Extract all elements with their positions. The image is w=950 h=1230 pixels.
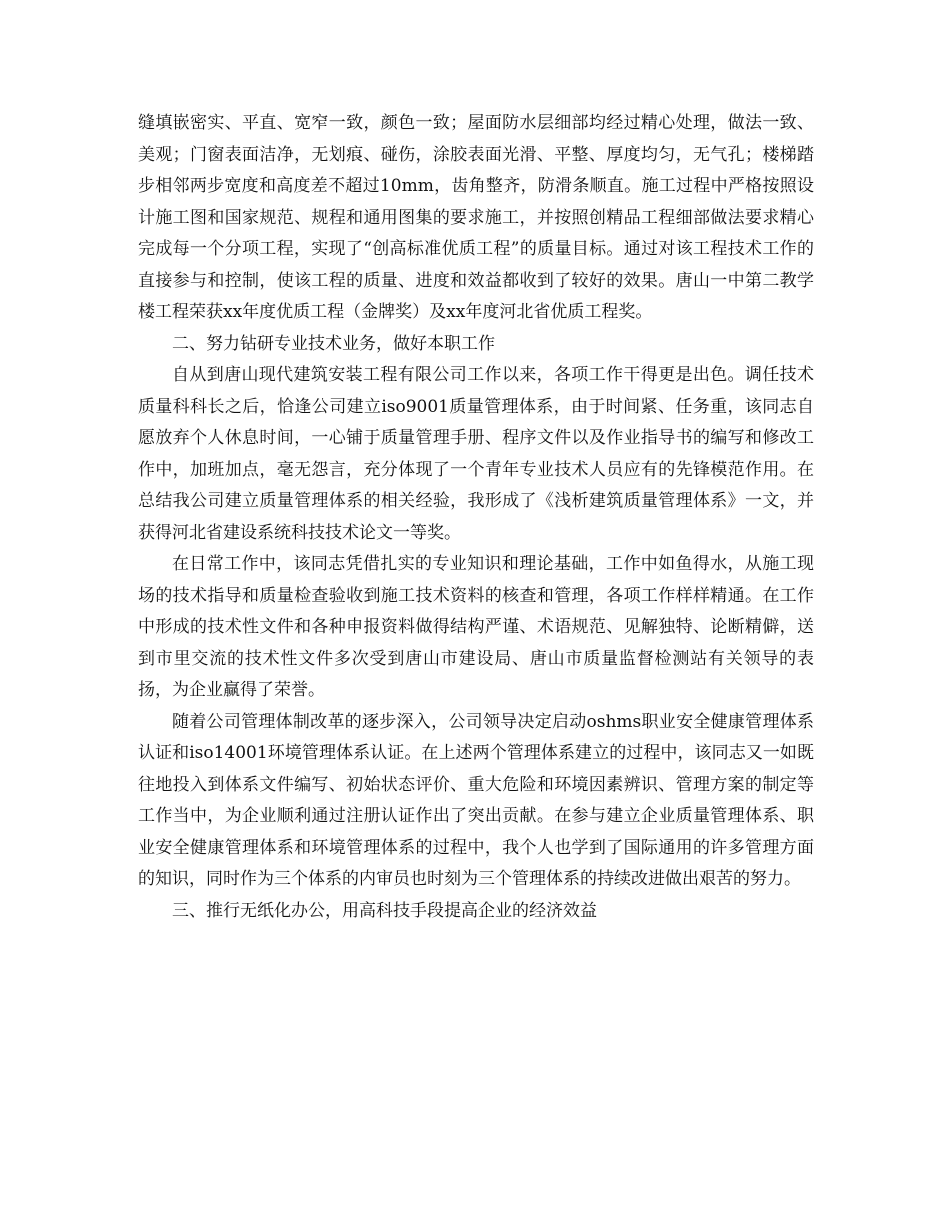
- paragraph-1: 缝填嵌密实、平直、宽窄一致，颜色一致；屋面防水层细部均经过精心处理，做法一致、美观；门窗表面洁净，无划痕、碰伤，涂胶表面光滑、平整、厚度均匀，无气孔；楼梯踏步相邻两步宽度和高度差不超过10mm，齿角整齐，防滑条顺直。施工过程中严格按照设计施工图和国家规范、规程和通用图集的要求施工，并按照创精品工程细部做法要求精心完成每一个分项工程，实现了“创高标准优质工程”的质量目标。通过对该工程技术工作的直接参与和控制，使该工程的质量、进度和效益都收到了较好的效果。唐山一中第二教学楼工程荣获xx年度优质工程（金牌奖）及xx年度河北省优质工程奖。: [138, 113, 814, 322]
- section-heading-2: 二、努力钻研专业技术业务，做好本职工作: [172, 333, 495, 354]
- paragraph-3: 在日常工作中，该同志凭借扎实的专业知识和理论基础，工作中如鱼得水，从施工现场的技术指导和质量检查验收到施工技术资料的核查和管理，各项工作样样精通。在工作中形成的技术性文件和各种申报资料做得结构严谨、术语规范、见解独特、论断精僻，送到市里交流的技术性文件多次受到唐山市建设局、唐山市质量监督检测站有关领导的表扬，为企业赢得了荣誉。: [138, 554, 814, 700]
- section-heading-3: 三、推行无纸化办公，用高科技手段提高企业的经济效益: [172, 900, 597, 921]
- paragraph-2: 自从到唐山现代建筑安装工程有限公司工作以来，各项工作干得更是出色。调任技术质量科科长之后，恰逢公司建立iso9001质量管理体系，由于时间紧、任务重，该同志自愿放弃个人休息时间，一心铺于质量管理手册、程序文件以及作业指导书的编写和修改工作中，加班加点，毫无怨言，充分体现了一个青年专业技术人员应有的先锋模范作用。在总结我公司建立质量管理体系的相关经验，我形成了《浅析建筑质量管理体系》一文，并获得河北省建设系统科技技术论文一等奖。: [138, 365, 814, 543]
- document-page: [138, 108, 814, 927]
- paragraph-4: 随着公司管理体制改革的逐步深入，公司领导决定启动oshms职业安全健康管理体系认证和iso14001环境管理体系认证。在上述两个管理体系建立的过程中，该同志又一如既往地投入到体系文件编写、初始状态评价、重大危险和环境因素辨识、管理方案的制定等工作当中，为企业顺利通过注册认证作出了突出贡献。在参与建立企业质量管理体系、职业安全健康管理体系和环境管理体系的过程中，我个人也学到了国际通用的许多管理方面的知识，同时作为三个体系的内审员也时刻为三个管理体系的持续改进做出艰苦的努力。: [138, 711, 814, 889]
